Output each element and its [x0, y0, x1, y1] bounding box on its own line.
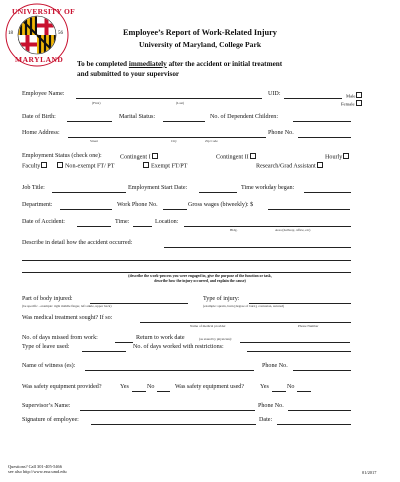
start-date-label: Employment Start Date:: [128, 185, 188, 191]
form-subtitle: University of Maryland, College Park: [138, 40, 262, 49]
instr-emph: immediately: [128, 60, 167, 68]
safety-provided-label: Was safety equipment provided?: [22, 384, 102, 390]
hourly-label: Hourly: [325, 154, 343, 161]
witness-phone-label: Phone No.: [262, 363, 288, 369]
hourly-option[interactable]: [325, 153, 349, 162]
contingent1-option[interactable]: [120, 153, 158, 162]
days-missed-label: No. of days missed from work:: [22, 335, 98, 341]
faculty-label: Faculty: [22, 163, 41, 170]
describe-field-3[interactable]: [22, 272, 351, 273]
location-label: Location:: [155, 219, 179, 225]
medical-label: Was medical treatment sought? If so:: [22, 315, 113, 321]
contingent2-label: Contingent II: [216, 154, 249, 161]
describe-note-2: describe how the injury occurred, and explain the cause): [154, 278, 246, 283]
footer-link[interactable]: see also http://www.essr.umd.edu: [8, 469, 67, 474]
employee-name-label: Employee Name:: [22, 91, 65, 97]
instructions-line-2: and submitted to your supervisor: [77, 70, 180, 78]
nonexempt-label: Non-exempt FT/ PT: [65, 163, 115, 170]
footer-contact: [8, 464, 67, 474]
uid-field[interactable]: [284, 98, 342, 99]
describe-field-1[interactable]: [164, 247, 351, 248]
instr-post: after the accident or initial treatment: [166, 60, 283, 68]
return-date-field[interactable]: [240, 342, 350, 343]
describe-label: Describe in detail how the accident occurred:: [22, 240, 133, 246]
contingent2-option[interactable]: [216, 153, 256, 162]
supervisor-phone-label: Phone No.: [258, 403, 284, 409]
provider-hint: Name of medical provider: [190, 324, 226, 328]
location-field[interactable]: [184, 226, 351, 227]
supervisor-field[interactable]: [80, 410, 255, 411]
male-label: Male: [346, 93, 356, 99]
injury-type-label: Type of injury:: [203, 296, 240, 302]
dob-field[interactable]: [67, 121, 112, 122]
department-label: Department:: [22, 202, 53, 208]
employment-status-label: Employment Status (check one):: [22, 153, 102, 159]
witness-field[interactable]: [85, 370, 254, 371]
instr-pre: To be completed: [77, 60, 129, 68]
accident-time-label: Time:: [115, 219, 130, 225]
form-title: Employee’s Report of Work-Related Injury: [123, 28, 277, 37]
exempt-label: Exempt FT/PT: [151, 163, 188, 170]
signature-date-field[interactable]: [277, 424, 351, 425]
describe-note-1: (describe the work-process you were engaged in, give the purpose of the function or task,: [128, 274, 272, 278]
research-option[interactable]: [256, 162, 323, 171]
dependents-label: No. of Dependent Children:: [210, 114, 279, 120]
faculty-checkbox[interactable]: [41, 162, 47, 168]
accident-date-field[interactable]: [77, 226, 111, 227]
female-label: Female: [341, 101, 355, 107]
marital-label: Marital Status:: [119, 114, 156, 120]
zip-hint: Zip Code: [205, 139, 218, 143]
contingent2-checkbox[interactable]: [250, 153, 256, 159]
research-checkbox[interactable]: [317, 162, 323, 168]
female-option[interactable]: [341, 100, 362, 107]
home-phone-field[interactable]: [298, 137, 351, 138]
wages-field[interactable]: [268, 209, 350, 210]
body-part-hint: (be specific - example: right middle finger, left ankle, upper back): [22, 304, 112, 308]
dob-label: Date of Birth:: [22, 114, 56, 120]
seal-year-left: 18: [8, 31, 13, 36]
area-hint: Area (hallway, office, etc): [275, 228, 311, 232]
seal-bottom-text: MARYLAND: [15, 55, 64, 64]
provider-phone-hint: Phone Number: [298, 324, 319, 328]
safety-provided-no-field[interactable]: [157, 391, 170, 392]
footer-questions: Questions? Call 301-405-5466: [8, 464, 62, 469]
marital-field[interactable]: [163, 121, 205, 122]
work-phone-label: Work Phone No.: [117, 202, 158, 208]
body-part-label: Part of body injured:: [22, 296, 73, 302]
first-name-hint: (First): [92, 101, 101, 105]
safety-provided-no: No: [147, 384, 155, 390]
safety-provided-yes-field[interactable]: [132, 391, 146, 392]
describe-field-2[interactable]: [22, 260, 351, 261]
city-hint: City: [171, 139, 177, 143]
accident-time-field[interactable]: [133, 226, 152, 227]
signature-field[interactable]: [91, 424, 256, 425]
department-field[interactable]: [60, 209, 112, 210]
exempt-option[interactable]: [143, 162, 187, 171]
restrictions-label: No. of days worked with restrictions:: [133, 344, 224, 350]
nonexempt-checkbox[interactable]: [57, 162, 63, 168]
home-address-field[interactable]: [68, 137, 266, 138]
start-date-field[interactable]: [199, 192, 237, 193]
workday-label: Time workday began:: [241, 185, 295, 191]
supervisor-label: Supervisor’s Name:: [22, 403, 71, 409]
safety-used-yes-field[interactable]: [272, 391, 286, 392]
job-title-label: Job Title:: [22, 185, 45, 191]
witness-phone-field[interactable]: [293, 370, 351, 371]
leave-type-label: Type of leave used:: [22, 344, 70, 350]
job-title-field[interactable]: [52, 192, 126, 193]
home-address-label: Home Address:: [22, 130, 60, 136]
hourly-checkbox[interactable]: [343, 153, 349, 159]
uid-label: UID:: [268, 91, 281, 97]
employee-name-field[interactable]: [76, 98, 262, 99]
male-option[interactable]: [346, 92, 362, 99]
restrictions-field[interactable]: [247, 351, 351, 352]
describe-note: [0, 274, 400, 283]
medical-field[interactable]: [140, 322, 351, 323]
research-label: Research/Grad Assistant: [256, 163, 316, 170]
return-date-label: Return to work date: [136, 335, 185, 341]
contingent1-label: Contingent I: [120, 154, 151, 161]
bldg-hint: Bldg.: [230, 228, 238, 232]
safety-used-no: No: [287, 384, 295, 390]
safety-used-label: Was safety equipment used?: [175, 384, 245, 390]
exempt-checkbox[interactable]: [143, 162, 149, 168]
leave-type-field[interactable]: [82, 351, 126, 352]
seal-year-right: 56: [58, 31, 63, 36]
dependents-field[interactable]: [293, 121, 351, 122]
male-checkbox[interactable]: [356, 92, 362, 98]
footer-revision: 01/2017: [362, 470, 377, 475]
work-phone-field[interactable]: [163, 209, 187, 210]
contingent1-checkbox[interactable]: [152, 153, 158, 159]
signature-date-label: Date:: [259, 417, 273, 423]
safety-provided-yes: Yes: [120, 384, 129, 390]
safety-used-yes: Yes: [260, 384, 269, 390]
return-date-hint: (as stated by physician):: [199, 337, 232, 341]
safety-used-no-field[interactable]: [297, 391, 311, 392]
last-name-hint: (Last): [176, 101, 185, 105]
workday-field[interactable]: [304, 192, 351, 193]
nonexempt-option[interactable]: [57, 162, 114, 171]
home-phone-label: Phone No.: [268, 130, 294, 136]
wages-label: Gross wages (biweekly): $: [188, 202, 254, 208]
injury-type-hint: (example: sprain, burn [degree of burn], contusion, sutured): [203, 304, 285, 308]
accident-date-label: Date of Accident:: [22, 219, 65, 225]
seal-top-text: UNIVERSITY OF: [12, 7, 76, 16]
female-checkbox[interactable]: [356, 100, 362, 106]
instructions-line-1: [77, 60, 282, 68]
faculty-option[interactable]: [22, 162, 47, 171]
witness-label: Name of witness (es):: [22, 363, 76, 369]
supervisor-phone-field[interactable]: [288, 410, 351, 411]
days-missed-field[interactable]: [115, 342, 133, 343]
signature-label: Signature of employee:: [22, 417, 79, 423]
street-hint: Street: [90, 139, 98, 143]
